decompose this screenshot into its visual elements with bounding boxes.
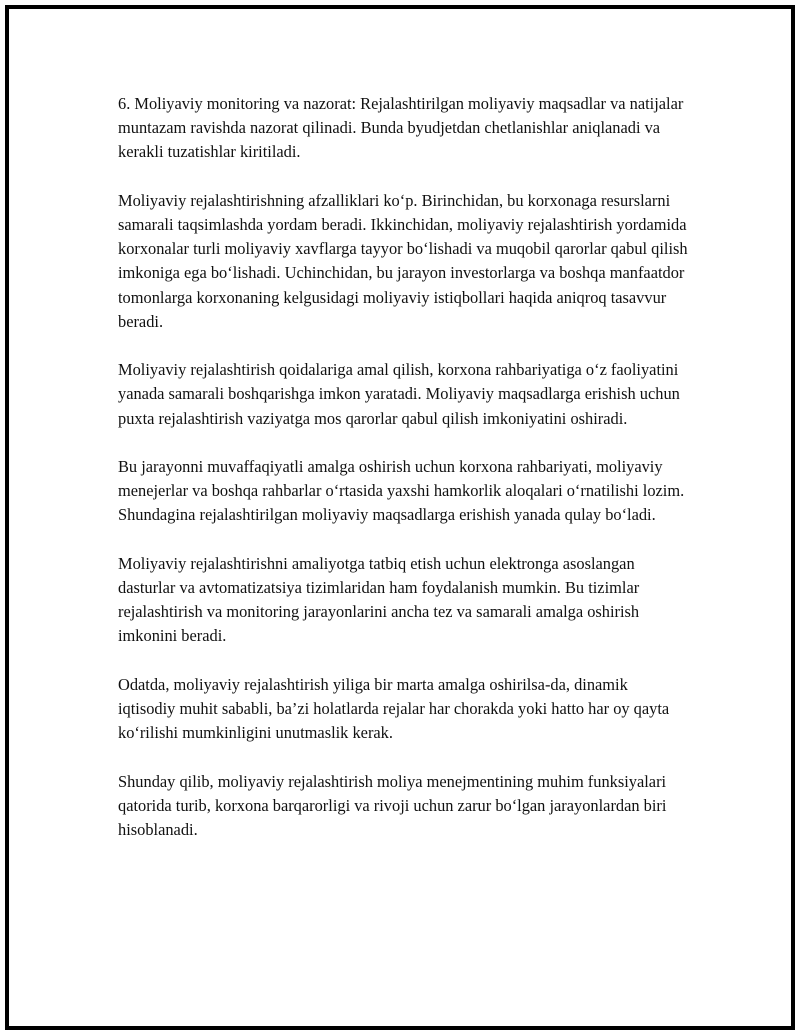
- paragraph-cooperation: Bu jarayonni muvaffaqiyatli amalga oshirish uchun korxona rahbariyati, moliyaviy menejerlar va boshqa rahbarlar o‘rtasida yaxshi hamkorlik aloqalari o‘rnatilishi lozim. Shundagina rejalashtirilgan moliyaviy maqsadlarga erishish yanada qulay bo‘ladi.: [118, 457, 685, 525]
- paragraph-frequency: Odatda, moliyaviy rejalashtirish yiliga bir marta amalga oshirilsa-da, dinamik iqtisodiy muhit sababli, ba’zi holatlarda rejalar har chorakda yoki hatto har oy qayta ko‘rilishi mumkinligini unutmaslik kerak.: [118, 674, 670, 743]
- paragraph-conclusion: Shunday qilib, moliyaviy rejalashtirish moliya menejmentining muhim funksiyalari qatorida turib, korxona barqarorligi va rivoji uchun zarur bo‘lgan jarayonlardan biri hisoblanadi.: [118, 771, 667, 839]
- paragraph-advantages: Moliyaviy rejalashtirishning afzalliklari ko‘p. Birinchidan, bu korxonaga resurslarni samarali taqsimlashda yordam beradi. Ikkinchidan, moliyaviy rejalashtirish yordamida korxonalar turli moliyaviy xavflarga tayyor bo‘lishadi va muqobil qarorlar qabul qilish imkoniga ega bo‘lishadi. Uchinchidan, bu jarayon investorlarga va boshqa manfaatdor tomonlarga korxonaning kelgusidagi moliyaviy istiqbollari haqida aniqroq tasavvur beradi.: [118, 190, 688, 331]
- document-body: [118, 92, 688, 866]
- paragraph-automation: Moliyaviy rejalashtirishni amaliyotga tatbiq etish uchun elektronga asoslangan dasturlar va avtomatizatsiya tizimlaridan ham foydalanish mumkin. Bu tizimlar rejalashtirish va monitoring jarayonlarini ancha tez va samarali amalga oshirish imkonini beradi.: [118, 553, 640, 646]
- paragraph-rules: Moliyaviy rejalashtirish qoidalariga amal qilish, korxona rahbariyatiga o‘z faoliyatini yanada samarali boshqarishga imkon yaratadi. Moliyaviy maqsadlarga erishish uchun puxta rejalashtirish vaziyatga mos qarorlar qabul qilish imkoniyatini oshiradi.: [118, 360, 680, 428]
- paragraph-monitoring: 6. Moliyaviy monitoring va nazorat: Rejalashtirilgan moliyaviy maqsadlar va natijalar muntazam ravishda nazorat qilinadi. Bunda byudjetdan chetlanishlar aniqlanadi va kerakli tuzatishlar kiritiladi.: [118, 94, 684, 162]
